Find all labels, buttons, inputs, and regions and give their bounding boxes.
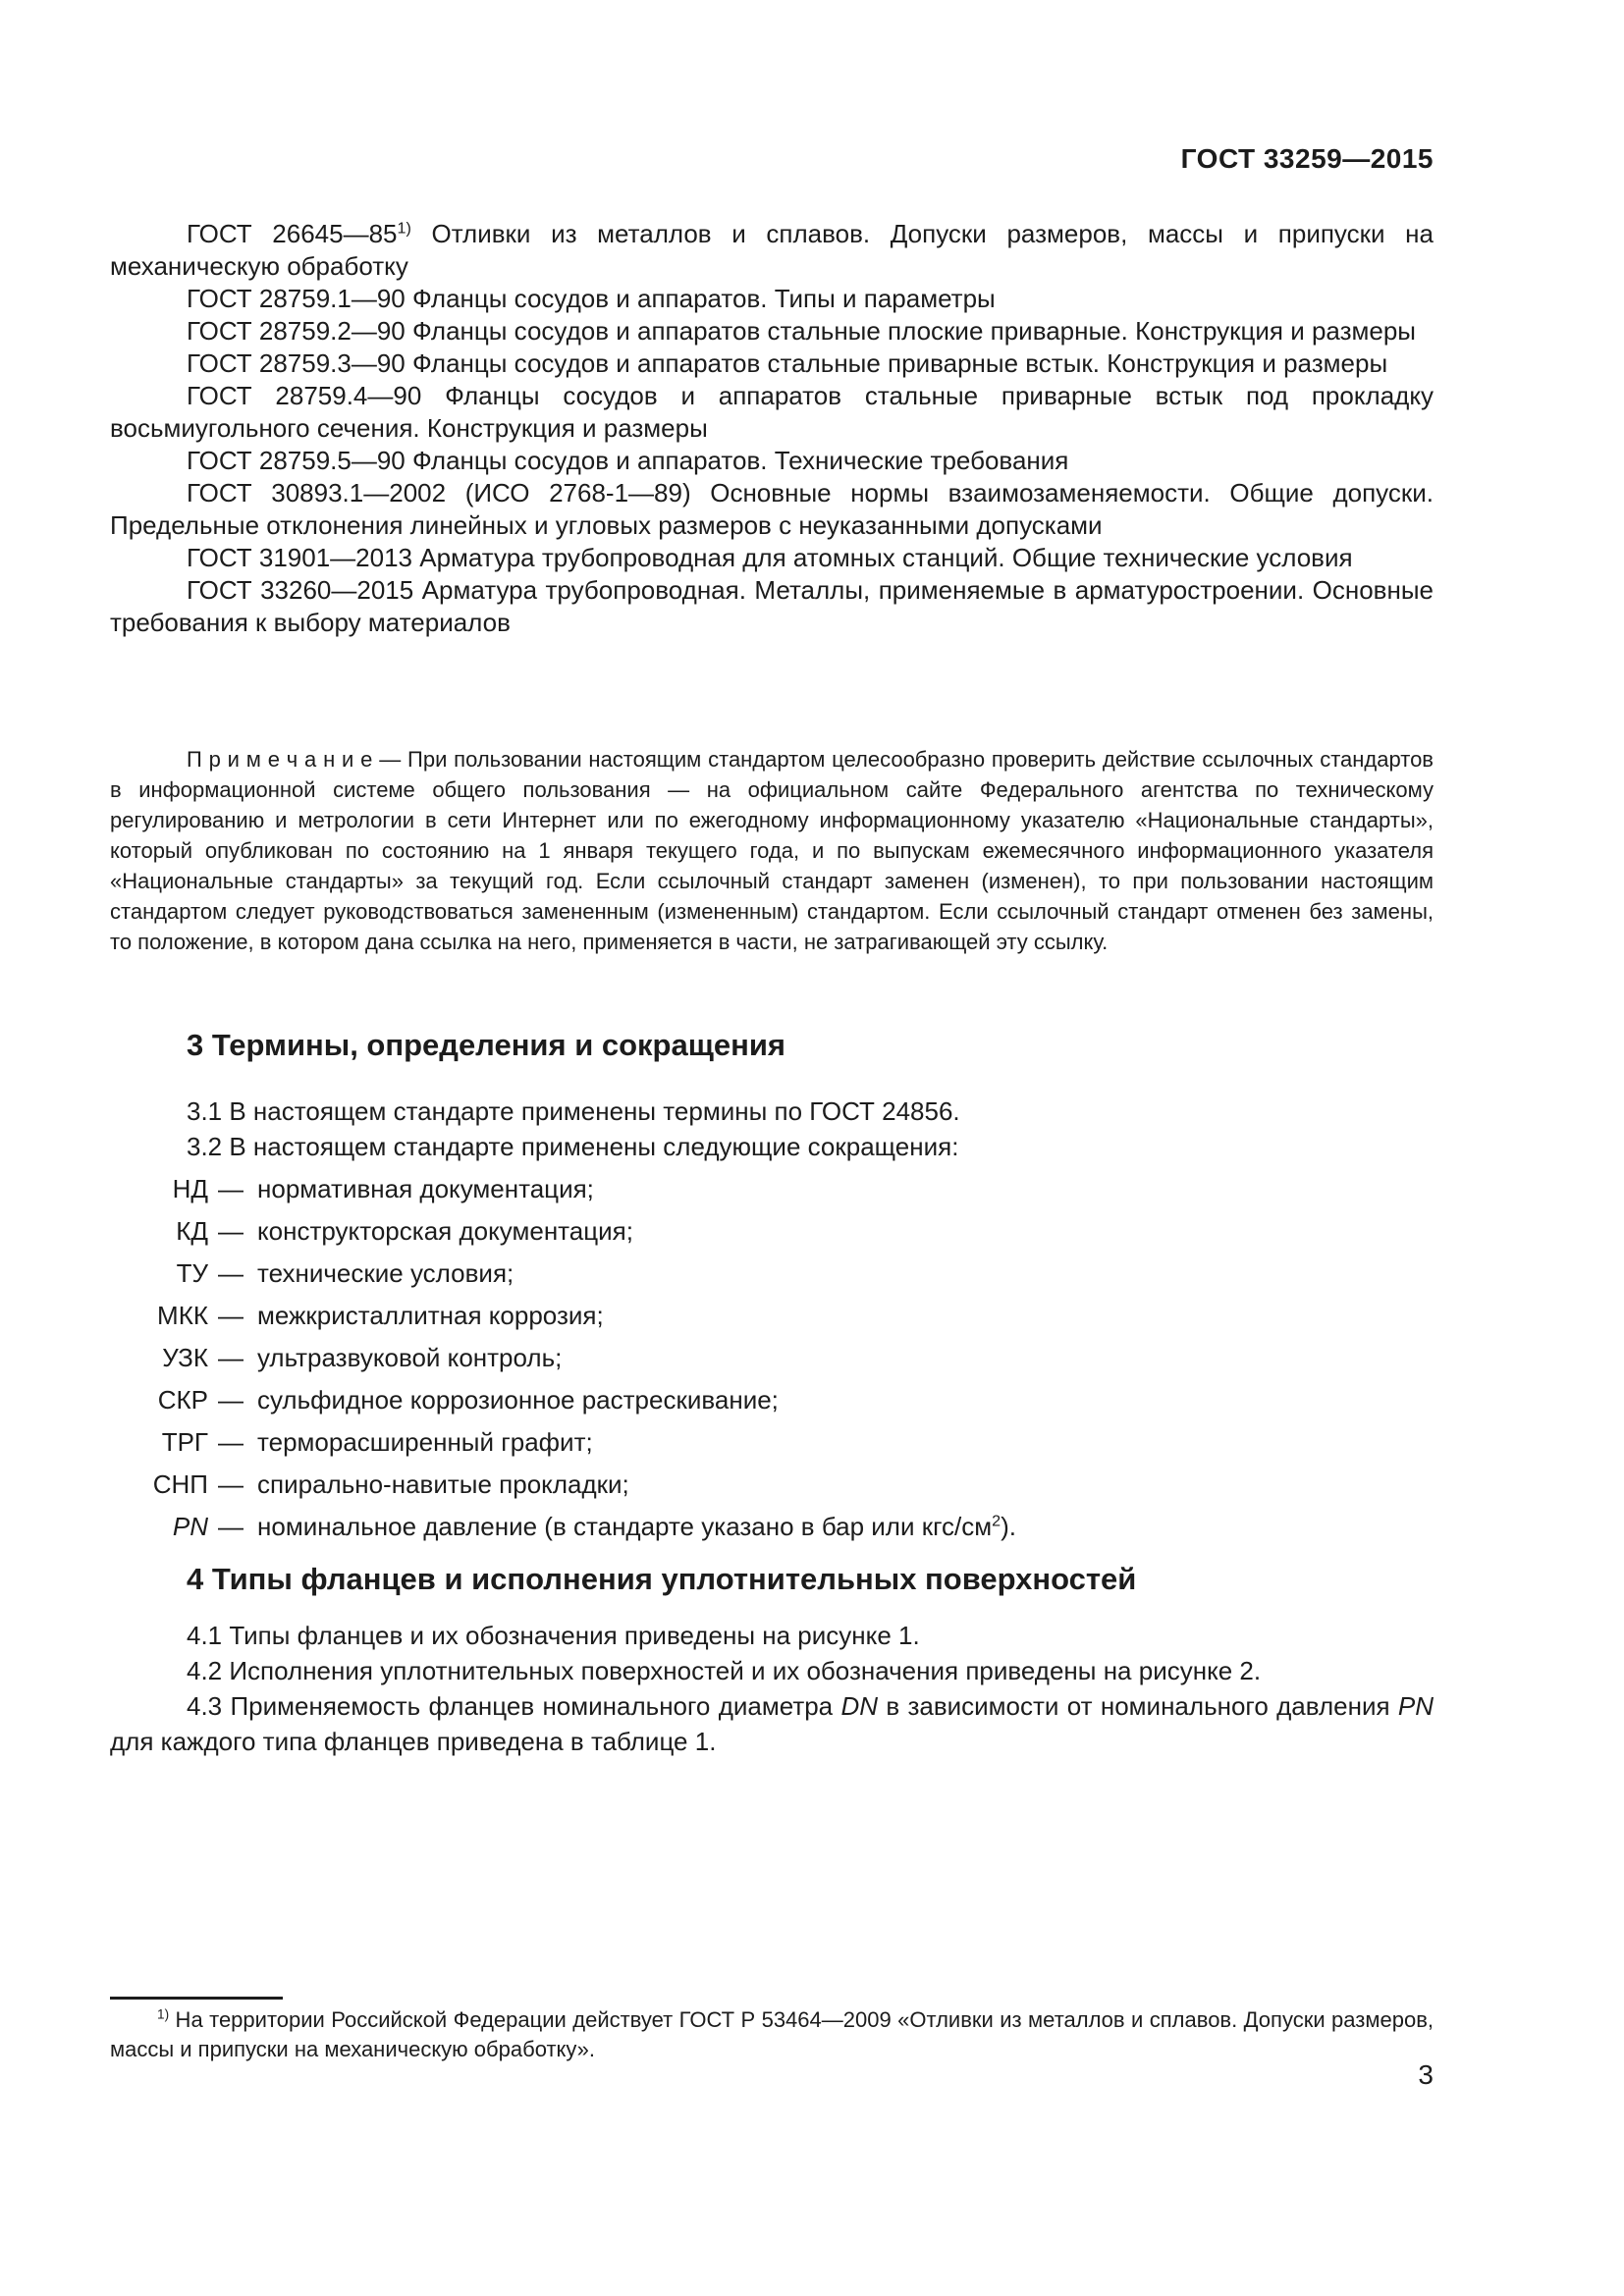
footnote-marker: 1) [397, 219, 411, 238]
abbreviation-term: ТУ [176, 1258, 208, 1288]
abbreviation-term: НД [172, 1174, 208, 1203]
reference-paragraph: ГОСТ 28759.2—90 Фланцы сосудов и аппаратов стальные плоские приварные. Конструкция и размеры [187, 316, 1416, 346]
section-4-clauses [110, 1618, 1434, 1759]
abbreviation-row [110, 1337, 1434, 1379]
abbreviation-term: PN [172, 1512, 208, 1541]
section-3-clauses [110, 1094, 1434, 1164]
pn-definition-end: ). [1001, 1512, 1016, 1541]
abbreviation-definition: технические условия; [257, 1258, 514, 1288]
abbreviation-dash: — [218, 1427, 244, 1457]
abbreviation-dash: — [218, 1343, 244, 1372]
abbreviation-definition [257, 1506, 1434, 1548]
abbreviation-definition: конструкторская документация; [257, 1216, 633, 1246]
reference-paragraph [110, 218, 1434, 283]
abbreviation-dash: — [218, 1174, 244, 1203]
abbreviation-row [110, 1253, 1434, 1295]
footnote-rule [110, 1997, 283, 2000]
abbreviation-list [110, 1168, 1434, 1548]
abbreviation-definition: нормативная документация; [257, 1174, 594, 1203]
pn-definition-text: номинальное давление (в стандарте указано в бар или кгс/см [257, 1512, 993, 1541]
clause-3-2: 3.2 В настоящем стандарте применены следующие сокращения: [187, 1132, 959, 1161]
abbreviation-row [110, 1210, 1434, 1253]
abbreviation-row [110, 1295, 1434, 1337]
dn-symbol: DN [840, 1691, 879, 1721]
abbreviation-row [110, 1168, 1434, 1210]
abbreviation-definition: ультразвуковой контроль; [257, 1343, 563, 1372]
superscript-2: 2 [992, 1512, 1001, 1530]
reference-paragraph: ГОСТ 31901—2013 Арматура трубопроводная для атомных станций. Общие технические условия [187, 543, 1353, 572]
page-number: 3 [1418, 2059, 1434, 2090]
abbreviation-dash: — [218, 1216, 244, 1246]
note-paragraph: П р и м е ч а н и е — При пользовании настоящим стандартом целесообразно проверить действие ссылочных стандартов в информационной системе общего пользования — на официальном сайте Федерального агентства по техническому регулированию и метрологии в сети Интернет или по ежегодному информационному указателю «Национальные стандарты», который опубликован по состоянию на 1 января текущего года, и по выпускам ежемесячного информационного указателя «Национальные стандарты» за текущий год. Если ссылочный стандарт заменен (изменен), то при пользовании настоящим стандартом следует руководствоваться замененным (измененным) стандартом. Если ссылочный стандарт отменен без замены, то положение, в котором дана ссылка на него, применяется в части, не затрагивающей эту ссылку. [110, 747, 1434, 954]
abbreviation-dash: — [218, 1469, 244, 1499]
clause-4-3-text: в зависимости от номинального давления [878, 1691, 1398, 1721]
reference-paragraph: ГОСТ 28759.1—90 Фланцы сосудов и аппаратов. Типы и параметры [187, 284, 996, 313]
reference-paragraph: ГОСТ 28759.3—90 Фланцы сосудов и аппаратов стальные приварные встык. Конструкция и размеры [187, 348, 1388, 378]
abbreviation-term: КД [176, 1216, 208, 1246]
clause-4-1: 4.1 Типы фланцев и их обозначения приведены на рисунке 1. [187, 1621, 920, 1650]
pn-symbol: PN [1397, 1691, 1434, 1721]
footnote-text: На территории Российской Федерации действует ГОСТ Р 53464—2009 «Отливки из металлов и сплавов. Допуски размеров, массы и припуски на механическую обработку». [110, 2007, 1434, 2061]
abbreviation-row [110, 1506, 1434, 1548]
abbreviation-row [110, 1421, 1434, 1464]
reference-paragraph: ГОСТ 28759.5—90 Фланцы сосудов и аппаратов. Технические требования [187, 446, 1069, 475]
references-block [110, 218, 1434, 639]
abbreviation-term: МКК [157, 1301, 208, 1330]
clause-4-2: 4.2 Исполнения уплотнительных поверхностей и их обозначения приведены на рисунке 2. [187, 1656, 1262, 1685]
abbreviation-row [110, 1379, 1434, 1421]
section-3-heading: 3 Термины, определения и сокращения [187, 1028, 785, 1062]
abbreviation-row [110, 1464, 1434, 1506]
abbreviation-dash: — [218, 1301, 244, 1330]
clause-4-3 [110, 1688, 1434, 1759]
footnote [110, 2005, 1434, 2064]
abbreviation-dash: — [218, 1258, 244, 1288]
abbreviation-dash: — [218, 1512, 244, 1541]
page-content [110, 0, 1434, 2296]
section-4-heading: 4 Типы фланцев и исполнения уплотнительных поверхностей [187, 1562, 1137, 1596]
abbreviation-term: СКР [157, 1385, 208, 1415]
clause-4-3-text: для каждого типа фланцев приведена в таблице 1. [110, 1727, 717, 1756]
reference-paragraph: ГОСТ 33260—2015 Арматура трубопроводная. Металлы, применяемые в арматуростроении. Основные требования к выбору материалов [110, 575, 1434, 637]
abbreviation-term: ТРГ [161, 1427, 208, 1457]
abbreviation-definition: терморасширенный графит; [257, 1427, 593, 1457]
footnote-marker: 1) [157, 2006, 170, 2022]
abbreviation-term: УЗК [162, 1343, 208, 1372]
reference-paragraph: ГОСТ 30893.1—2002 (ИСО 2768-1—89) Основные нормы взаимозаменяемости. Общие допуски. Предельные отклонения линейных и угловых размеров с неуказанными допусками [110, 478, 1434, 540]
abbreviation-definition: межкристаллитная коррозия; [257, 1301, 604, 1330]
reference-code: ГОСТ 26645—85 [187, 219, 398, 248]
running-header: ГОСТ 33259—2015 [1180, 143, 1434, 174]
abbreviation-term: СНП [152, 1469, 208, 1499]
reference-paragraph: ГОСТ 28759.4—90 Фланцы сосудов и аппаратов стальные приварные встык под прокладку восьмиугольного сечения. Конструкция и размеры [110, 381, 1434, 443]
reference-title: Отливки из металлов и сплавов. Допуски размеров, массы и припуски на механическую обработку [110, 219, 1434, 281]
clause-4-3-text: 4.3 Применяемость фланцев номинального диаметра [187, 1691, 841, 1721]
abbreviation-definition: спирально-навитые прокладки; [257, 1469, 629, 1499]
abbreviation-dash: — [218, 1385, 244, 1415]
abbreviation-definition: сульфидное коррозионное растрескивание; [257, 1385, 779, 1415]
clause-3-1: 3.1 В настоящем стандарте применены термины по ГОСТ 24856. [187, 1096, 960, 1126]
